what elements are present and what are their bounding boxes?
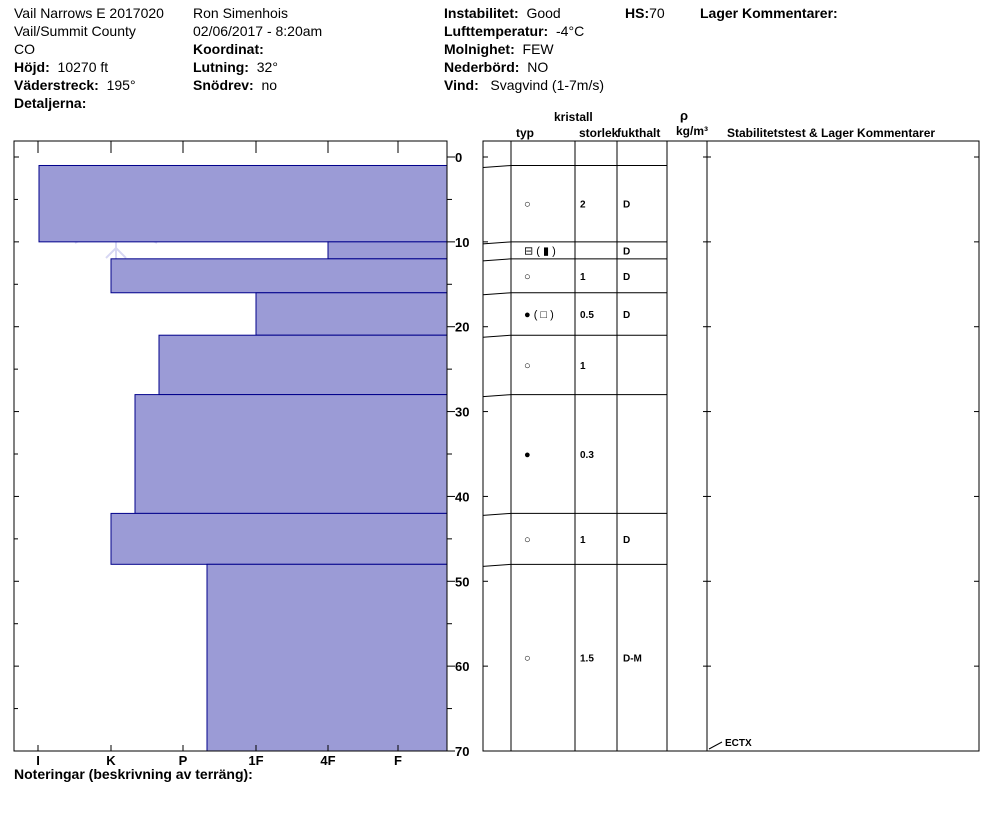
depth-label-60: 60 [455, 659, 470, 675]
slope-value: 32° [256, 59, 278, 75]
layer-crystal-size-8: 1.5 [580, 653, 594, 665]
hardness-bar-3 [111, 259, 447, 293]
layer-crystal-type-3: ○ [524, 270, 531, 283]
state: CO [14, 41, 35, 57]
details-label: Detaljerna: [14, 95, 87, 111]
layer-crystal-size-5: 1 [580, 360, 586, 372]
depth-label-70: 70 [455, 744, 470, 759]
col-size: storlek [579, 126, 619, 140]
layer-comments-label: Lager Kommentarer: [700, 5, 838, 21]
sky-value: FEW [522, 41, 554, 57]
hardness-label-k: K [106, 753, 116, 768]
hardness-bar-2 [328, 242, 447, 259]
wind-value: Svagvind (1-7m/s) [490, 77, 605, 93]
precip-label: Nederbörd: [444, 59, 520, 75]
layer-crystal-size-7: 1 [580, 534, 586, 546]
coord-label: Koordinat: [193, 41, 264, 57]
hardness-bar-4 [256, 293, 447, 335]
hardness-label-i: I [36, 753, 40, 768]
site-name: Vail Narrows E 2017020 [14, 5, 164, 21]
elevation-label: Höjd: [14, 59, 50, 75]
layer-crystal-type-7: ○ [524, 533, 531, 546]
depth-label-10: 10 [455, 234, 470, 250]
layer-moisture-7: D [623, 534, 631, 546]
layer-crystal-type-2: ⊟ ( ▮ ) [524, 245, 556, 258]
airtemp-value: -4°C [556, 23, 585, 39]
col-density: kg/m³ [676, 124, 709, 138]
layer-boundary-connector [483, 165, 511, 167]
hardness-label-f: F [394, 753, 402, 768]
layer-moisture-8: D-M [623, 653, 642, 665]
datetime: 02/06/2017 - 8:20am [193, 23, 323, 39]
col-stability: Stabilitetstest & Lager Kommentarer [727, 126, 936, 140]
hardness-bar-5 [159, 335, 447, 394]
col-type: typ [516, 126, 534, 140]
hardness-bar-8 [207, 564, 447, 751]
layer-boundary-connector [483, 395, 511, 397]
depth-label-40: 40 [455, 489, 470, 505]
col-rho: ρ [680, 108, 689, 123]
layer-moisture-1: D [623, 199, 631, 211]
hardness-label-p: P [178, 753, 188, 768]
stability-test-label-1: ECTX [725, 738, 752, 749]
layer-boundary-connector [483, 293, 511, 295]
county: Vail/Summit County [14, 23, 136, 39]
layer-crystal-type-4: ● ( □ ) [524, 308, 554, 321]
col-moisture: fukthalt [617, 126, 661, 140]
precip-value: NO [527, 59, 549, 75]
layer-crystal-type-5: ○ [524, 359, 531, 372]
layer-crystal-type-6: ● [524, 449, 531, 461]
stability-test-pointer [709, 742, 722, 749]
hardness-label-4f: 4F [320, 753, 336, 768]
depth-label-20: 20 [455, 319, 470, 335]
aspect-label: Väderstreck: [14, 77, 99, 93]
slope-label: Lutning: [193, 59, 249, 75]
hardness-bar-6 [135, 395, 447, 514]
depth-label-30: 30 [455, 404, 470, 420]
layer-crystal-size-1: 2 [580, 199, 586, 211]
observer: Ron Simenhois [193, 5, 288, 21]
sky-label: Molnighet: [444, 41, 515, 57]
hardness-label-1f: 1F [248, 753, 264, 768]
hs-label: HS: [625, 5, 650, 21]
airtemp-label: Lufttemperatur: [444, 23, 549, 39]
layer-moisture-2: D [623, 246, 631, 258]
elevation-value: 10270 ft [57, 59, 109, 75]
layer-moisture-3: D [623, 271, 631, 283]
layer-moisture-4: D [623, 309, 631, 321]
drift-value: no [261, 77, 278, 93]
stability-value: Good [526, 5, 561, 21]
layer-crystal-size-6: 0.3 [580, 450, 594, 461]
layer-crystal-type-1: ○ [524, 198, 531, 211]
depth-label-0: 0 [455, 150, 463, 165]
layer-boundary-connector [483, 259, 511, 261]
hardness-bar-1 [39, 165, 447, 241]
layer-boundary-connector [483, 564, 511, 566]
layer-table-frame [483, 141, 979, 751]
drift-label: Snödrev: [193, 77, 254, 93]
layer-boundary-connector [483, 335, 511, 337]
hs-value: 70 [649, 5, 665, 21]
notes-label: Noteringar (beskrivning av terräng): [14, 766, 253, 782]
layer-boundary-connector [483, 513, 511, 515]
col-crystal: kristall [554, 110, 593, 124]
depth-label-50: 50 [455, 574, 470, 590]
layer-crystal-size-4: 0.5 [580, 309, 594, 321]
aspect-value: 195° [106, 77, 136, 93]
hardness-bar-7 [111, 513, 447, 564]
layer-crystal-type-8: ○ [524, 652, 531, 665]
wind-label: Vind: [444, 77, 479, 93]
layer-crystal-size-3: 1 [580, 271, 586, 283]
stability-label: Instabilitet: [444, 5, 519, 21]
